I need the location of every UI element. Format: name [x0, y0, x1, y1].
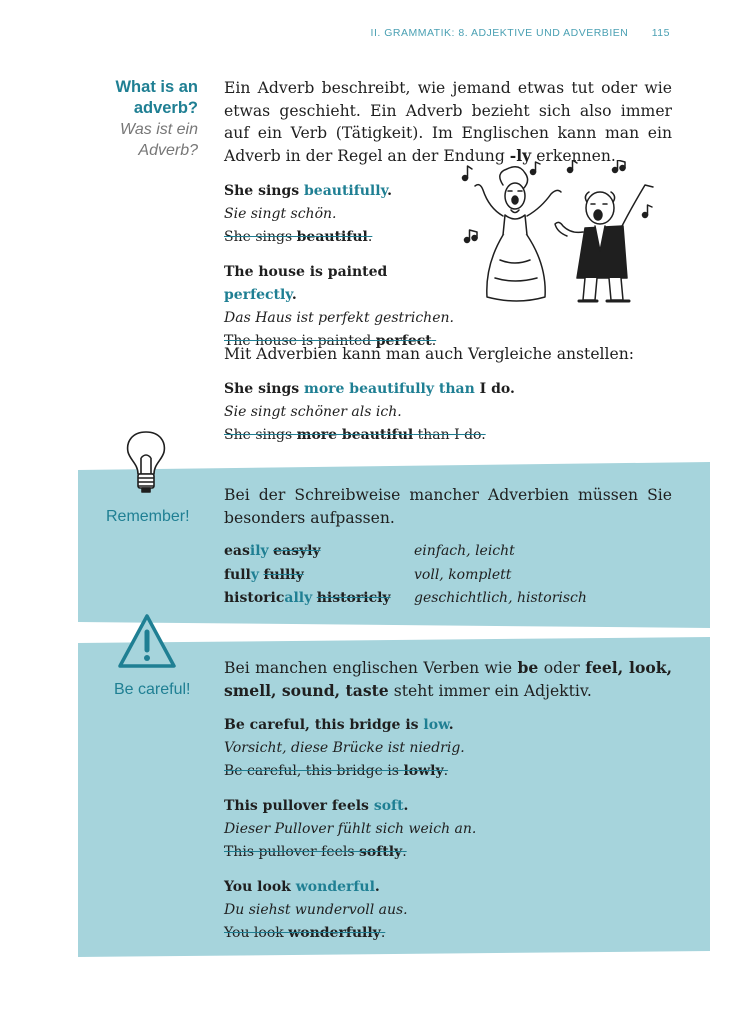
example-wrong: Be careful, this bridge is lowly. — [224, 763, 449, 779]
spelling-table — [224, 540, 587, 611]
table-row: easily easyly einfach, leicht — [224, 543, 515, 559]
example-en: You look wonderful. — [224, 879, 380, 895]
singers-illustration — [455, 160, 670, 315]
example-en: Be careful, this bridge is low. — [224, 717, 454, 733]
woman-figure — [475, 167, 561, 301]
example-wrong: This pullover feels softly. — [224, 844, 407, 860]
man-figure — [555, 185, 653, 301]
example-wrong: She sings more beautiful than I do. — [224, 427, 486, 443]
example-de: Dieser Pullover fühlt sich weich an. — [224, 821, 477, 837]
intro-end: erkennen. — [531, 146, 616, 165]
running-header — [371, 27, 670, 39]
example-en: The house is painted perfectly. — [224, 264, 388, 303]
example-de: Das Haus ist perfekt gestrichen. — [224, 310, 454, 326]
intro-text: Ein Adverb beschreibt, wie jemand etwas tut oder wie etwas geschieht. Ein Adverb bezieht sich also immer auf ein Verb (Tätigkeit). Im Englischen kann man ein Adverb in der Regel an der Endung — [224, 79, 672, 165]
example-en: She sings beautifully. — [224, 183, 392, 199]
example-wrong: You look wonderfully. — [224, 925, 386, 941]
intro-paragraph — [224, 77, 672, 167]
side-title-line2: adverb? — [133, 99, 198, 117]
remember-paragraph: Bei der Schreibweise mancher Adverbien müssen Sie besonders aufpassen. — [224, 486, 672, 527]
example-wrong: The house is painted perfect. — [224, 333, 437, 349]
lightbulb-icon — [122, 428, 170, 496]
header-section: II. GRAMMATIK: 8. ADJEKTIVE UND ADVERBIEN — [370, 27, 629, 39]
careful-paragraph: Bei manchen englischen Verben wie be oder feel, look, smell, sound, taste steht immer ein Adjektiv. — [224, 658, 672, 700]
table-row: fully fullly voll, komplett — [224, 566, 512, 583]
careful-example-3 — [224, 876, 672, 945]
example-en: She sings more beautifully than I do. — [224, 381, 515, 397]
side-subtitle-line1: Was ist ein — [120, 121, 198, 138]
side-heading — [115, 77, 198, 161]
careful-label: Be careful! — [114, 681, 191, 698]
careful-example-2 — [224, 795, 672, 864]
table-row: historically historicly geschichtlich, historisch — [224, 590, 587, 606]
example-2 — [224, 261, 464, 353]
side-subtitle-line2: Adverb? — [138, 142, 198, 159]
intro-suffix: -ly — [509, 145, 532, 165]
example-wrong: She sings beautiful. — [224, 229, 373, 245]
example-de: Du siehst wundervoll aus. — [224, 902, 408, 918]
example-en: This pullover feels soft. — [224, 798, 409, 814]
example-de: Vorsicht, diese Brücke ist niedrig. — [224, 740, 465, 756]
remember-label: Remember! — [106, 508, 190, 525]
example-1 — [224, 180, 464, 249]
comparison-example — [224, 378, 672, 447]
page-number: 115 — [651, 27, 670, 39]
careful-example-1 — [224, 714, 672, 783]
warning-icon — [116, 612, 178, 670]
comparison-paragraph: Mit Adverbien kann man auch Vergleiche anstellen: — [224, 345, 635, 363]
example-de: Sie singt schöner als ich. — [224, 404, 402, 420]
example-de: Sie singt schön. — [224, 206, 337, 222]
side-title-line1: What is an — [115, 78, 198, 96]
